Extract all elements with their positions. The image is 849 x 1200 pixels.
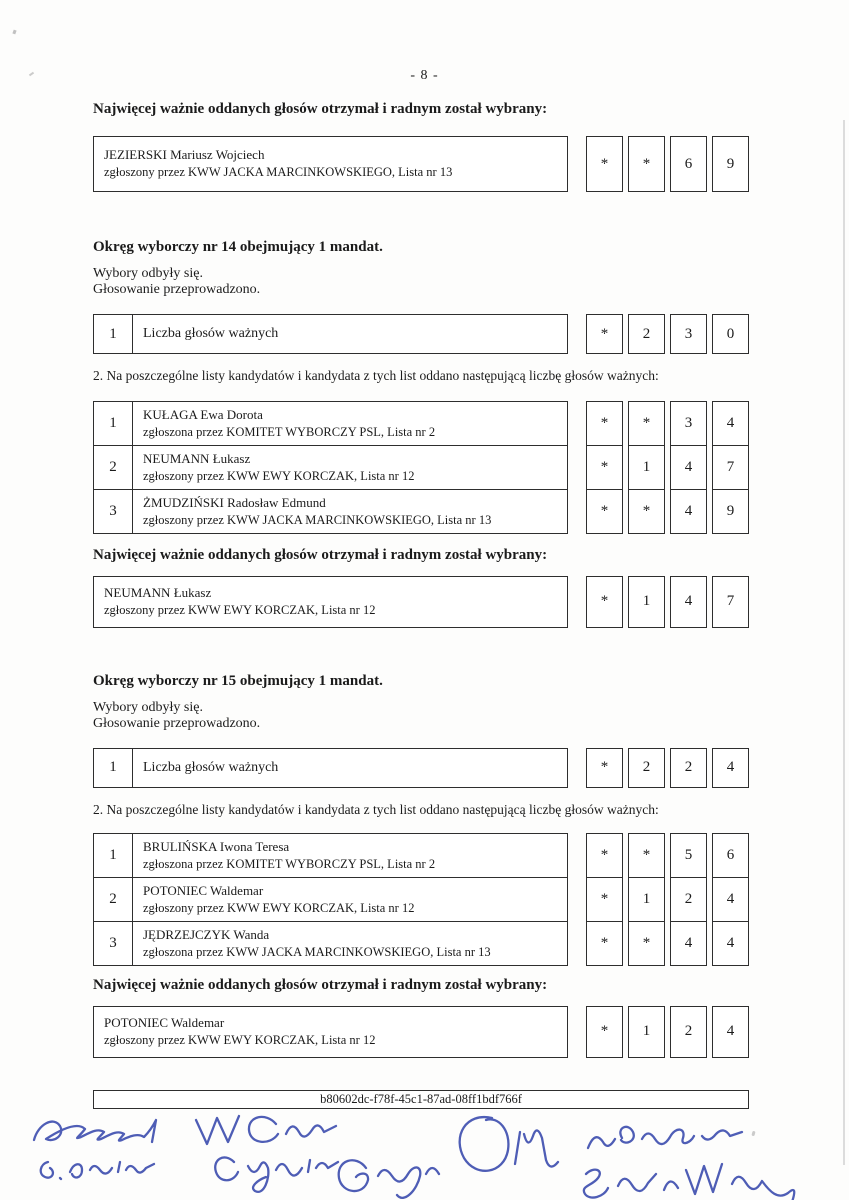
- digit-cell: 4: [670, 489, 707, 534]
- candidate-nominator: zgłoszony przez KWW EWY KORCZAK, Lista nr 12: [143, 468, 415, 483]
- candidate-row: [93, 401, 749, 446]
- table-row: [93, 748, 749, 788]
- vote-digit-boxes: [586, 877, 749, 922]
- digit-cell: *: [586, 489, 623, 534]
- digit-cell: 1: [628, 576, 665, 628]
- label-cell: [132, 314, 568, 354]
- digit-cell: *: [586, 401, 623, 446]
- digit-cell: *: [586, 1006, 623, 1058]
- digit-cell: 1: [628, 877, 665, 922]
- digit-cell: 3: [670, 314, 707, 354]
- candidates-list-heading-15: 2. Na poszczególne listy kandydatów i kandydata z tych list oddano następującą liczbę głosów ważnych:: [93, 801, 659, 817]
- vote-digit-boxes: [586, 445, 749, 490]
- digit-cell: 4: [712, 748, 749, 788]
- candidate-name: NEUMANN Łukasz: [104, 585, 212, 601]
- valid-votes-label: Liczba głosów ważnych: [143, 759, 279, 775]
- candidate-name: BRULIŃSKA Iwona Teresa: [143, 838, 290, 854]
- digit-cell: 6: [670, 136, 707, 192]
- candidate-row: [93, 445, 749, 490]
- digit-cell: 0: [712, 314, 749, 354]
- digit-cell: *: [586, 833, 623, 878]
- candidate-nominator: zgłoszona przez KOMITET WYBORCZY PSL, Lista nr 2: [143, 424, 436, 439]
- page-number: - 8 -: [410, 68, 439, 83]
- digit-cell: *: [586, 921, 623, 966]
- candidate-row: [93, 489, 749, 534]
- candidate-cell: [132, 401, 568, 446]
- signature-7: [588, 1127, 742, 1148]
- digit-cell: *: [628, 136, 665, 192]
- row-number-cell: 1: [93, 401, 133, 446]
- winner-heading-top: Najwięcej ważnie oddanych głosów otrzymał i radnym został wybrany:: [93, 101, 548, 117]
- candidate-cell: [132, 877, 568, 922]
- digit-cell: *: [628, 489, 665, 534]
- table-row: [93, 136, 749, 192]
- winner-table-15: [93, 1006, 749, 1058]
- candidate-nominator: zgłoszona przez KWW JACKA MARCINKOWSKIEGO, Lista nr 13: [143, 944, 491, 959]
- candidate-cell: [93, 1006, 568, 1058]
- document-body: [93, 0, 749, 1109]
- candidate-row: [93, 921, 749, 966]
- table-row: [93, 314, 749, 354]
- winner-table-14: [93, 576, 749, 628]
- handwritten-signatures: [18, 1106, 828, 1200]
- digit-cell: 2: [670, 877, 707, 922]
- digit-cell: *: [628, 833, 665, 878]
- candidate-nominator: zgłoszony przez KWW EWY KORCZAK, Lista nr 12: [104, 603, 376, 618]
- candidates-table-14: [93, 401, 749, 534]
- vote-digit-boxes: [586, 136, 749, 192]
- candidate-name: POTONIEC Waldemar: [104, 1015, 225, 1031]
- digit-cell: 2: [628, 748, 665, 788]
- digit-cell: 5: [670, 833, 707, 878]
- digit-cell: *: [628, 401, 665, 446]
- vote-digit-boxes: [586, 314, 749, 354]
- candidate-row: [93, 877, 749, 922]
- candidate-name: JĘDRZEJCZYK Wanda: [143, 926, 270, 942]
- digit-cell: *: [628, 921, 665, 966]
- candidate-nominator: zgłoszony przez KWW JACKA MARCINKOWSKIEGO, Lista nr 13: [104, 165, 453, 180]
- candidate-name: JEZIERSKI Mariusz Wojciech: [104, 147, 265, 163]
- candidates-list-heading-14: 2. Na poszczególne listy kandydatów i kandydata z tych list oddano następującą liczbę głosów ważnych:: [93, 368, 659, 383]
- candidate-nominator: zgłoszony przez KWW EWY KORCZAK, Lista nr 12: [143, 900, 415, 915]
- district-14-title: Okręg wyborczy nr 14 obejmujący 1 mandat.: [93, 239, 383, 255]
- candidate-name: POTONIEC Waldemar: [143, 882, 264, 898]
- digit-cell: 1: [628, 1006, 665, 1058]
- digit-cell: 2: [628, 314, 665, 354]
- digit-cell: 3: [670, 401, 707, 446]
- signature-ink-group: [34, 1116, 794, 1200]
- row-number-cell: 1: [93, 314, 133, 354]
- row-number-cell: 3: [93, 489, 133, 534]
- district-15-title: Okręg wyborczy nr 15 obejmujący 1 mandat.: [93, 672, 383, 689]
- signature-2: [41, 1162, 154, 1179]
- document-checksum: b80602dc-f78f-45c1-87ad-08ff1bdf766f: [320, 1091, 522, 1106]
- digit-cell: 9: [712, 489, 749, 534]
- scan-speck: [12, 30, 16, 35]
- table-row: [93, 1006, 749, 1058]
- candidate-cell: [132, 445, 568, 490]
- digit-cell: 4: [712, 921, 749, 966]
- digit-cell: *: [586, 136, 623, 192]
- digit-cell: 9: [712, 136, 749, 192]
- digit-cell: 7: [712, 576, 749, 628]
- candidate-cell: [132, 833, 568, 878]
- signature-4: [215, 1157, 338, 1191]
- digit-cell: *: [586, 748, 623, 788]
- voting-conducted-line: Głosowanie przeprowadzono.: [93, 715, 261, 731]
- valid-votes-label: Liczba głosów ważnych: [143, 326, 279, 341]
- digit-cell: 4: [712, 401, 749, 446]
- signature-3: [196, 1116, 336, 1144]
- candidate-cell: [93, 576, 568, 628]
- row-number-cell: 3: [93, 921, 133, 966]
- digit-cell: 4: [670, 921, 707, 966]
- vote-digit-boxes: [586, 401, 749, 446]
- digit-cell: 1: [628, 445, 665, 490]
- candidate-cell: [132, 921, 568, 966]
- candidate-name: ŻMUDZIŃSKI Radosław Edmund: [143, 494, 326, 510]
- digit-cell: 2: [670, 1006, 707, 1058]
- candidate-cell: [132, 489, 568, 534]
- signature-9: [686, 1164, 794, 1200]
- winner-heading-14: Najwięcej ważnie oddanych głosów otrzymał i radnym został wybrany:: [93, 546, 548, 563]
- candidate-nominator: zgłoszony przez KWW JACKA MARCINKOWSKIEGO, Lista nr 13: [143, 512, 492, 527]
- digit-cell: 4: [712, 877, 749, 922]
- digit-cell: 6: [712, 833, 749, 878]
- valid-votes-table-14: [93, 314, 749, 354]
- vote-digit-boxes: [586, 833, 749, 878]
- signature-1: [34, 1120, 156, 1142]
- row-number-cell: 2: [93, 445, 133, 490]
- candidate-nominator: zgłoszona przez KOMITET WYBORCZY PSL, Lista nr 2: [143, 856, 436, 871]
- digit-cell: *: [586, 576, 623, 628]
- elections-held-line: Wybory odbyły się.: [93, 266, 203, 281]
- winner-table-top: [93, 136, 749, 192]
- digit-cell: 4: [712, 1006, 749, 1058]
- row-number-cell: 1: [93, 748, 133, 788]
- label-cell: [132, 748, 568, 788]
- row-number-cell: 2: [93, 877, 133, 922]
- digit-cell: 7: [712, 445, 749, 490]
- voting-conducted-line: Głosowanie przeprowadzono.: [93, 282, 261, 297]
- digit-cell: *: [586, 877, 623, 922]
- signature-8: [584, 1170, 678, 1198]
- valid-votes-table-15: [93, 748, 749, 788]
- winner-heading-15: Najwięcej ważnie oddanych głosów otrzymał i radnym został wybrany:: [93, 976, 548, 993]
- candidate-name: NEUMANN Łukasz: [143, 450, 251, 466]
- vote-digit-boxes: [586, 489, 749, 534]
- signature-5: [339, 1160, 439, 1198]
- digit-cell: 4: [670, 576, 707, 628]
- table-row: [93, 576, 749, 628]
- digit-cell: *: [586, 314, 623, 354]
- digit-cell: 4: [670, 445, 707, 490]
- digit-cell: 2: [670, 748, 707, 788]
- row-number-cell: 1: [93, 833, 133, 878]
- candidate-cell: [93, 136, 568, 192]
- vote-digit-boxes: [586, 576, 749, 628]
- candidate-nominator: zgłoszony przez KWW EWY KORCZAK, Lista nr 12: [104, 1033, 376, 1048]
- scan-edge-line: [843, 120, 845, 1165]
- vote-digit-boxes: [586, 1006, 749, 1058]
- vote-digit-boxes: [586, 748, 749, 788]
- digit-cell: *: [586, 445, 623, 490]
- candidates-table-15: [93, 833, 749, 966]
- candidate-row: [93, 833, 749, 878]
- signature-6: [460, 1117, 558, 1171]
- candidate-name: KUŁAGA Ewa Dorota: [143, 406, 263, 422]
- vote-digit-boxes: [586, 921, 749, 966]
- elections-held-line: Wybory odbyły się.: [93, 699, 203, 715]
